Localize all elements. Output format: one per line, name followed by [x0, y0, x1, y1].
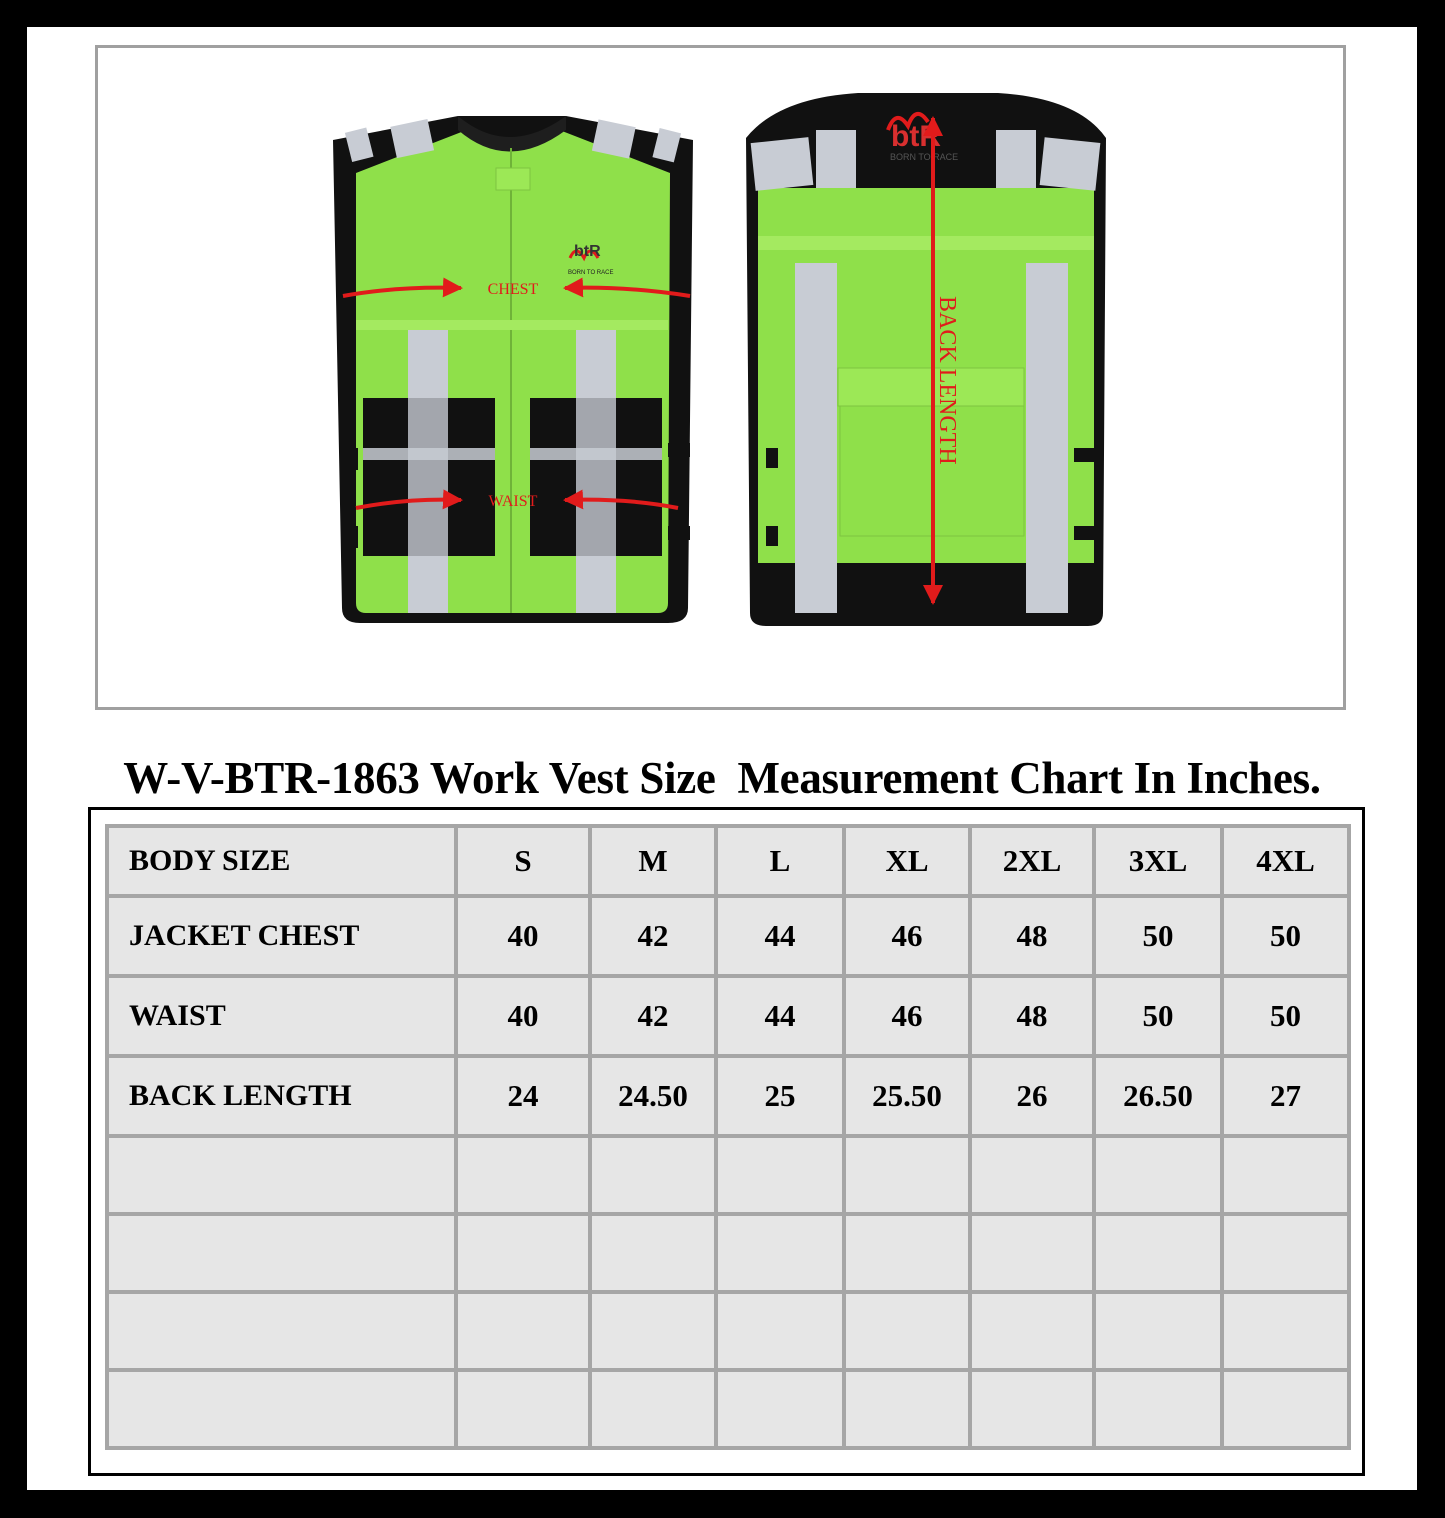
vest-illustration	[98, 48, 1343, 707]
empty-cell	[590, 1214, 716, 1292]
table-row	[107, 896, 1349, 976]
back-logo-subtext: BORN TO RACE	[890, 152, 959, 162]
empty-cell	[716, 1370, 844, 1448]
front-vest	[333, 116, 693, 623]
empty-cell	[590, 1136, 716, 1214]
header-cell: BODY SIZE	[107, 826, 456, 896]
header-cell: 2XL	[970, 826, 1094, 896]
empty-cell	[1094, 1370, 1222, 1448]
table-cell: 26.50	[1094, 1056, 1222, 1136]
empty-cell	[1222, 1370, 1349, 1448]
empty-cell	[1222, 1136, 1349, 1214]
empty-cell	[1094, 1292, 1222, 1370]
table-header-row	[107, 826, 1349, 896]
chest-label: CHEST	[487, 281, 539, 298]
header-cell: L	[716, 826, 844, 896]
table-cell: 24	[456, 1056, 590, 1136]
table-cell: 40	[456, 976, 590, 1056]
empty-cell	[844, 1370, 970, 1448]
page-title: W-V-BTR-1863 Work Vest Size Measurement Chart In Inches.	[123, 753, 1321, 803]
empty-cell	[844, 1292, 970, 1370]
table-cell: 50	[1094, 896, 1222, 976]
empty-row	[107, 1214, 1349, 1292]
empty-cell	[970, 1370, 1094, 1448]
row-label: JACKET CHEST	[107, 896, 456, 976]
header-cell: S	[456, 826, 590, 896]
empty-cell	[844, 1214, 970, 1292]
empty-cell	[1094, 1136, 1222, 1214]
empty-cell	[1222, 1292, 1349, 1370]
table-cell: 50	[1222, 896, 1349, 976]
empty-row	[107, 1136, 1349, 1214]
empty-cell	[590, 1370, 716, 1448]
empty-cell	[716, 1214, 844, 1292]
table-cell: 44	[716, 896, 844, 976]
empty-cell	[107, 1370, 456, 1448]
back-logo: btR	[891, 120, 941, 153]
empty-cell	[970, 1292, 1094, 1370]
waist-label: WAIST	[488, 493, 538, 510]
table-cell: 48	[970, 976, 1094, 1056]
size-table	[105, 824, 1351, 1450]
empty-cell	[716, 1292, 844, 1370]
back-length-label: BACK LENGTH	[934, 296, 960, 465]
table-cell: 42	[590, 976, 716, 1056]
empty-cell	[1222, 1214, 1349, 1292]
table-cell: 48	[970, 896, 1094, 976]
empty-cell	[456, 1214, 590, 1292]
header-cell: M	[590, 826, 716, 896]
empty-row	[107, 1292, 1349, 1370]
header-cell: XL	[844, 826, 970, 896]
table-cell: 40	[456, 896, 590, 976]
empty-cell	[970, 1136, 1094, 1214]
empty-cell	[590, 1292, 716, 1370]
header-cell: 3XL	[1094, 826, 1222, 896]
empty-cell	[844, 1136, 970, 1214]
empty-cell	[716, 1136, 844, 1214]
empty-cell	[970, 1214, 1094, 1292]
front-logo: btR	[574, 243, 601, 260]
empty-cell	[107, 1214, 456, 1292]
empty-row	[107, 1370, 1349, 1448]
empty-cell	[107, 1292, 456, 1370]
table-cell: 50	[1222, 976, 1349, 1056]
table-cell: 25	[716, 1056, 844, 1136]
size-chart-sheet	[27, 27, 1417, 1490]
table-cell: 46	[844, 896, 970, 976]
table-cell: 26	[970, 1056, 1094, 1136]
size-table-frame	[88, 807, 1365, 1476]
empty-cell	[456, 1370, 590, 1448]
front-logo-subtext: BORN TO RACE	[568, 270, 614, 276]
table-row	[107, 1056, 1349, 1136]
table-cell: 27	[1222, 1056, 1349, 1136]
back-vest	[746, 93, 1106, 626]
empty-cell	[107, 1136, 456, 1214]
empty-cell	[456, 1292, 590, 1370]
empty-cell	[456, 1136, 590, 1214]
row-label: BACK LENGTH	[107, 1056, 456, 1136]
product-photo-frame	[95, 45, 1346, 710]
header-cell: 4XL	[1222, 826, 1349, 896]
table-cell: 44	[716, 976, 844, 1056]
table-cell: 42	[590, 896, 716, 976]
row-label: WAIST	[107, 976, 456, 1056]
table-cell: 25.50	[844, 1056, 970, 1136]
empty-cell	[1094, 1214, 1222, 1292]
table-row	[107, 976, 1349, 1056]
table-cell: 50	[1094, 976, 1222, 1056]
table-cell: 46	[844, 976, 970, 1056]
table-cell: 24.50	[590, 1056, 716, 1136]
